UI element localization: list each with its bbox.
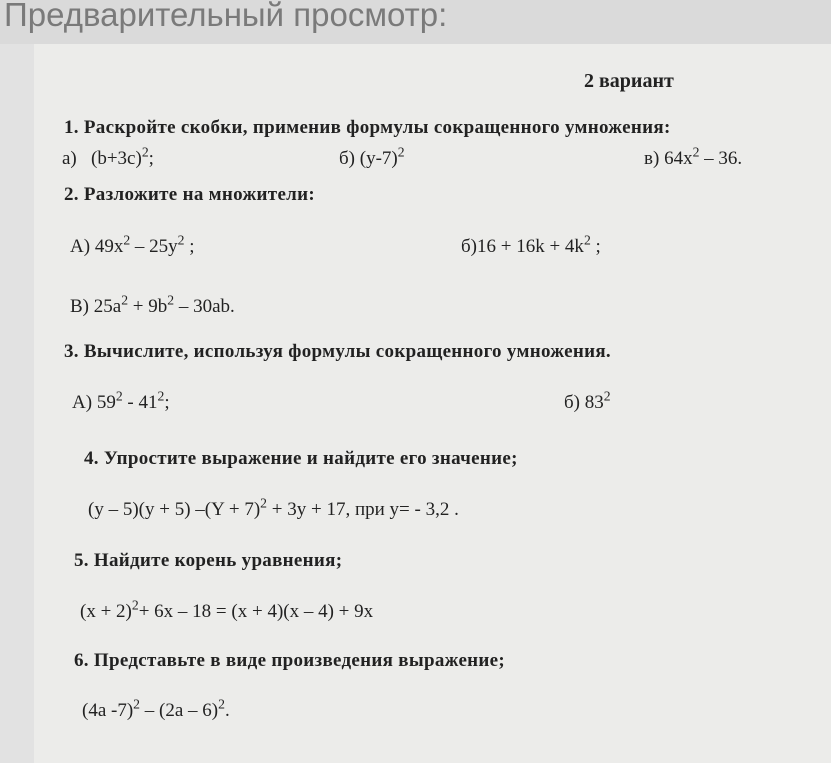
task-1-item-a: [62, 144, 154, 170]
exponent: 2: [603, 388, 611, 404]
task-2-item-a: [70, 232, 195, 258]
exponent: 2: [167, 292, 175, 308]
expr-part: (y – 5)(y + 5) –(Y + 7): [88, 499, 261, 520]
expr-tail: ;: [590, 236, 601, 257]
exponent: 2: [260, 495, 268, 511]
document-page: [34, 44, 831, 763]
exponent: 2: [121, 292, 129, 308]
preview-header: [0, 0, 831, 44]
task-2-item-c: [70, 292, 235, 318]
expr-part: – (2a – 6): [140, 700, 219, 721]
exponent: 2: [133, 696, 141, 712]
exponent: 2: [692, 144, 700, 160]
task-1-item-b: [339, 144, 405, 170]
variant-title: 2 вариант: [584, 70, 674, 92]
exponent: 2: [123, 232, 131, 248]
exponent: 2: [583, 232, 591, 248]
task-1-item-c: [644, 144, 743, 170]
task-6-expression: [82, 696, 230, 722]
task-5-expression: [80, 597, 374, 623]
item-label: б): [461, 236, 477, 257]
task-5-heading: 5. Найдите корень уравнения;: [74, 550, 343, 571]
exponent: 2: [397, 144, 405, 160]
expr-tail: ;: [184, 236, 195, 257]
exponent: 2: [141, 144, 149, 160]
task-2-item-b: [461, 232, 601, 258]
expr-tail: – 30ab.: [174, 296, 235, 317]
item-label: А): [72, 392, 93, 413]
expr-part: 49x: [94, 236, 124, 257]
expr-tail: – 36.: [699, 148, 743, 169]
item-label: А): [70, 236, 91, 257]
item-label: б): [339, 148, 355, 169]
task-3-item-a: [72, 388, 170, 414]
expr-part: 59: [96, 392, 116, 413]
task-3-item-b: [564, 388, 611, 414]
expr-part: – 25y: [130, 236, 178, 257]
expr-part: + 9b: [128, 296, 168, 317]
exponent: 2: [157, 388, 165, 404]
expr-part: 16 + 16k + 4k: [477, 236, 584, 257]
exponent: 2: [115, 388, 123, 404]
exponent: 2: [177, 232, 185, 248]
expr-part: (x + 2): [80, 601, 132, 622]
expr-part: 83: [584, 392, 604, 413]
task-1-heading: 1. Раскройте скобки, применив формулы сокращенного умножения:: [64, 117, 671, 138]
expr-base: 64x: [664, 148, 693, 169]
expr-tail: + 6x – 18 = (x + 4)(x – 4) + 9x: [138, 601, 374, 622]
task-6-heading: 6. Представьте в виде произведения выражение;: [74, 650, 506, 671]
expr-tail: ;: [164, 392, 170, 413]
expr-tail: ;: [148, 148, 154, 169]
expr-tail: + 3y + 17, при y= - 3,2 .: [267, 499, 459, 520]
exponent: 2: [218, 696, 225, 712]
expr-tail: .: [224, 700, 230, 721]
item-label: В): [70, 296, 89, 317]
task-4-expression: [88, 495, 459, 521]
item-label: б): [564, 392, 580, 413]
task-2-heading: 2. Разложите на множители:: [64, 184, 316, 205]
expr-part: 25a: [93, 296, 122, 317]
preview-title: Предварительный просмотр:: [4, 0, 448, 33]
exponent: 2: [131, 597, 139, 613]
expr-part: - 41: [122, 392, 158, 413]
task-4-heading: 4. Упростите выражение и найдите его значение;: [84, 448, 518, 469]
expr-base: (b+3c): [91, 148, 142, 169]
task-3-heading: 3. Вычислите, используя формулы сокращенного умножения.: [64, 341, 611, 362]
item-label: в): [644, 148, 660, 169]
expr-part: (4a -7): [82, 700, 134, 721]
expr-base: (y-7): [359, 148, 398, 169]
item-label: а): [62, 148, 77, 169]
